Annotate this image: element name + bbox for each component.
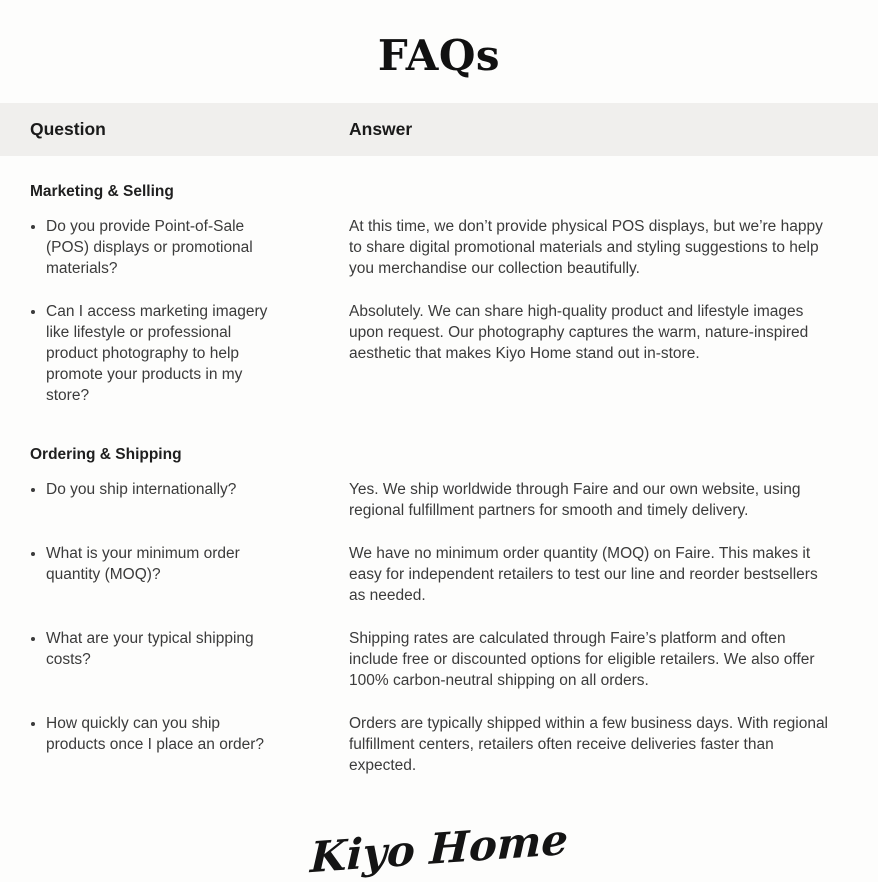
faq-table-body: [0, 156, 878, 776]
question-cell: [0, 216, 319, 279]
brand-signature: Kiyo Home: [309, 814, 569, 882]
question-cell: [0, 301, 319, 406]
question-text: • Do you provide Point-of-Sale (POS) displays or promotional materials?: [46, 216, 277, 279]
answer-column-header: Answer: [349, 119, 413, 139]
question-text: • What is your minimum order quantity (MOQ)?: [46, 543, 277, 585]
question-bullet-list: [30, 713, 277, 755]
answer-text: Yes. We ship worldwide through Faire and our own website, using regional fulfillment partners for smooth and timely delivery.: [349, 481, 801, 519]
question-cell: [0, 713, 319, 755]
section-rows: [0, 216, 878, 406]
question-bullet-list: [30, 479, 277, 500]
question-column-header: Question: [30, 119, 106, 139]
title-area: [0, 0, 878, 103]
question-cell: [0, 543, 319, 585]
question-bullet-list: [30, 216, 277, 279]
section-rows: [0, 479, 878, 776]
faq-section: [0, 446, 878, 776]
table-header-band: [0, 103, 878, 156]
faq-section: [0, 183, 878, 406]
question-bullet-list: [30, 543, 277, 585]
question-text: • Can I access marketing imagery like lifestyle or professional product photography to help promote your products in my store?: [46, 301, 277, 406]
section-heading: Marketing & Selling: [30, 183, 174, 200]
question-bullet-list: [30, 628, 277, 670]
answer-text: Absolutely. We can share high-quality product and lifestyle images upon request. Our photography captures the warm, nature-inspired aesthetic that makes Kiyo Home stand out in-store.: [349, 303, 809, 362]
answer-text: At this time, we don’t provide physical POS displays, but we’re happy to share digital promotional materials and styling suggestions to help you merchandise our collection beautifully.: [349, 218, 823, 277]
question-text: • How quickly can you ship products once I place an order?: [46, 713, 277, 755]
faq-row: [0, 628, 878, 691]
answer-text: We have no minimum order quantity (MOQ) on Faire. This makes it easy for independent retailers to test our line and reorder bestsellers as needed.: [349, 545, 818, 604]
page-title: FAQs: [377, 31, 501, 80]
answer-text: Shipping rates are calculated through Faire’s platform and often include free or discounted options for eligible retailers. We also offer 100% carbon-neutral shipping on all orders.: [349, 630, 815, 689]
question-cell: [0, 479, 319, 500]
faq-row: [0, 479, 878, 521]
question-text: • What are your typical shipping costs?: [46, 628, 277, 670]
faq-row: [0, 713, 878, 776]
question-text: • Do you ship internationally?: [46, 479, 277, 500]
faq-row: [0, 216, 878, 279]
answer-text: Orders are typically shipped within a few business days. With regional fulfillment centers, retailers often receive deliveries faster than expected.: [349, 715, 829, 774]
section-heading: Ordering & Shipping: [30, 446, 182, 463]
faq-row: [0, 301, 878, 406]
footer-area: [0, 814, 878, 882]
question-bullet-list: [30, 301, 277, 406]
faq-row: [0, 543, 878, 606]
question-cell: [0, 628, 319, 670]
